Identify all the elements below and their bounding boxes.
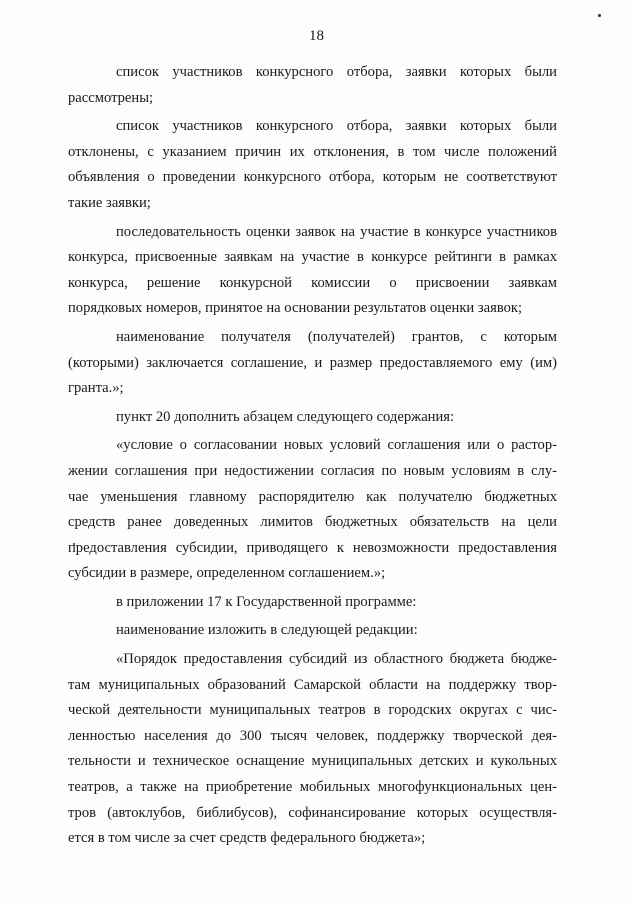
paragraph-line: тельности и техническое оснащение муниципальных детских и кукольных bbox=[68, 753, 557, 770]
scan-speck bbox=[598, 14, 601, 17]
paragraph bbox=[68, 60, 557, 111]
paragraph-line: список участников конкурсного отбора, заявки которых были bbox=[116, 118, 557, 135]
paragraph-line: средств ранее доведенных лимитов бюджетных обязательств на цели bbox=[68, 514, 557, 531]
paragraph-line: конкурса, решение конкурсной комиссии о присвоении заявкам bbox=[68, 274, 557, 291]
paragraph-line: там муниципальных образований Самарской области на поддержку твор- bbox=[68, 676, 557, 693]
paragraph-line: пункт 20 дополнить абзацем следующего содержания: bbox=[116, 408, 455, 425]
paragraph-line: «Порядок предоставления субсидий из областного бюджета бюдже- bbox=[116, 651, 557, 668]
document-body bbox=[68, 60, 557, 852]
paragraph-line: наименование изложить в следующей редакции: bbox=[116, 622, 418, 639]
paragraph-line: отклонены, с указанием причин их отклонения, в том числе положений bbox=[68, 143, 557, 160]
paragraph-line: чае уменьшения главному распорядителю как получателю бюджетных bbox=[68, 488, 557, 505]
paragraph-line: ется в том числе за счет средств федерального бюджета»; bbox=[68, 830, 426, 847]
paragraph bbox=[68, 590, 557, 616]
paragraph bbox=[68, 618, 557, 644]
paragraph-line: ческой деятельности муниципальных театров в городских округах с чис- bbox=[68, 702, 557, 719]
paragraph-line: конкурса, присвоенные заявкам на участие в конкурсе рейтинги в рамках bbox=[68, 249, 557, 266]
paragraph bbox=[68, 647, 557, 852]
paragraph-line: жении соглашения при недостижении согласия по новым условиям в слу- bbox=[68, 462, 557, 479]
paragraph bbox=[68, 325, 557, 402]
page-number: 18 bbox=[309, 28, 324, 44]
paragraph-line: (которыми) заключается соглашение, и размер предоставляемого ему (им) bbox=[68, 354, 557, 371]
paragraph-line: «условие о согласовании новых условий соглашения или о растор- bbox=[116, 437, 557, 454]
paragraph bbox=[68, 220, 557, 322]
paragraph-line: последовательность оценки заявок на участие в конкурсе участников bbox=[116, 223, 557, 240]
paragraph-line: наименование получателя (получателей) грантов, с которым bbox=[116, 328, 557, 345]
paragraph-line: список участников конкурсного отбора, заявки которых были bbox=[116, 64, 557, 80]
paragraph-line: объявления о проведении конкурсного отбора, которым не соответствуют bbox=[68, 169, 557, 186]
paragraph-line: порядковых номеров, принятое на основании результатов оценки заявок; bbox=[68, 300, 523, 317]
paragraph-line: такие заявки; bbox=[68, 194, 151, 211]
paragraph-line: в приложении 17 к Государственной программе: bbox=[116, 593, 417, 610]
paragraph-line: предоставления субсидии, приводящего к невозможности предоставления bbox=[68, 539, 557, 556]
paragraph-line: гранта.»; bbox=[68, 380, 124, 397]
paragraph-line: театров, а также на приобретение мобильных многофункциональных цен- bbox=[68, 779, 557, 796]
paragraph bbox=[68, 433, 557, 587]
paragraph-line: субсидии в размере, определенном соглашением.»; bbox=[68, 565, 386, 582]
paragraph bbox=[68, 114, 557, 216]
paragraph bbox=[68, 405, 557, 431]
paragraph-line: тров (автоклубов, библибусов), софинансирование которых осуществля- bbox=[68, 804, 557, 821]
paragraph-line: рассмотрены; bbox=[68, 89, 154, 106]
paragraph-line: ленностью населения до 300 тысяч человек, поддержку творческой дея- bbox=[68, 727, 557, 744]
